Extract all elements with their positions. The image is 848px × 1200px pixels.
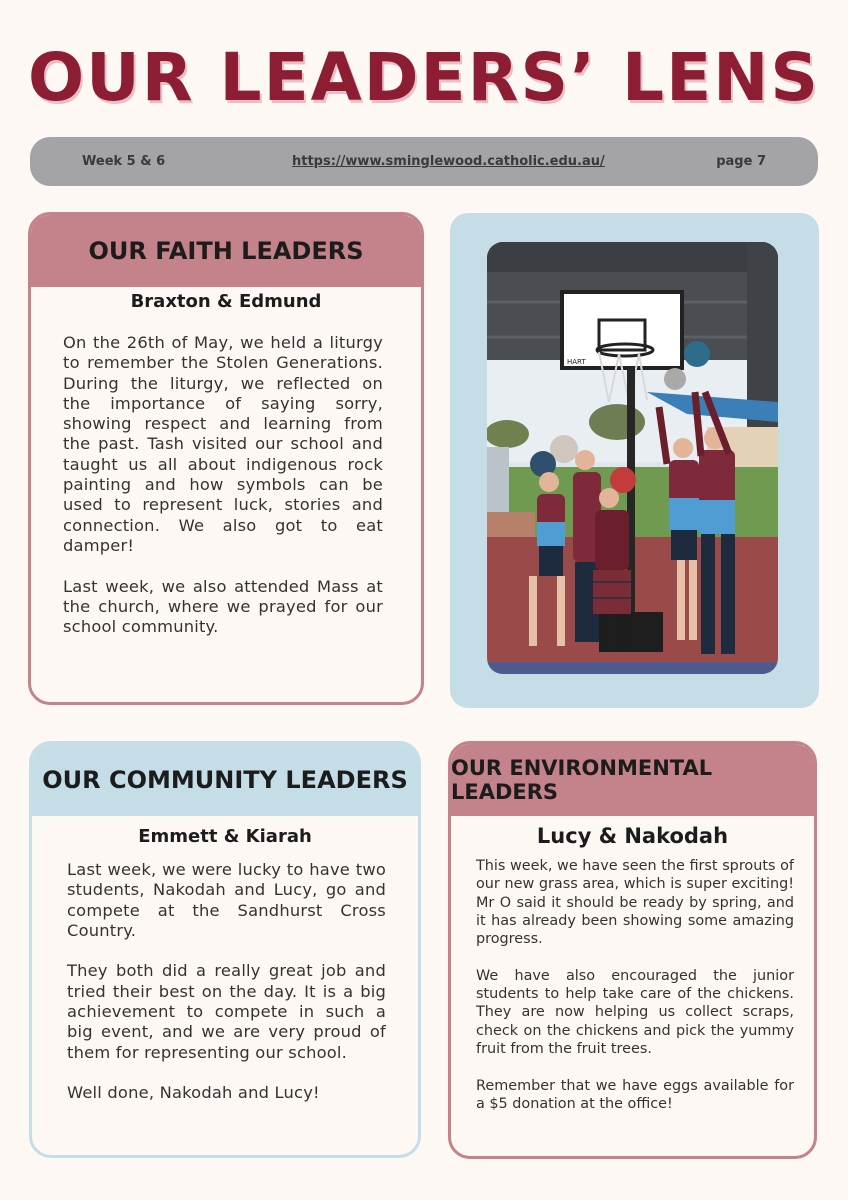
info-bar	[30, 137, 818, 186]
faith-leaders-text: On the 26th of May, we held a liturgy to remember the Stolen Generations. During the liturgy, we reflected on the importance of saying sorry, showing respect and learning from the past. Tash visited our school and taught us all about indigenous rock painting and how symbols can be used to represent luck, stories and connection. We also got to eat damper! Last week, we also attended Mass at the church, where we prayed for our school community.	[63, 333, 383, 637]
community-leaders-heading: OUR COMMUNITY LEADERS	[32, 744, 418, 816]
environmental-leaders-card	[448, 741, 817, 1159]
photo-panel	[450, 213, 819, 708]
environmental-leaders-authors: Lucy & Nakodah	[536, 824, 729, 848]
environmental-leaders-text: This week, we have seen the first sprouts of our new grass area, which is super exciting! Mr O said it should be ready by spring, and it has already been showing some amazing progress. We have also encouraged the junior students to help take care of the chickens. They are now helping us collect scraps, check on the chickens and pick the yummy fruit from the fruit trees. Remember that we have eggs available for a $5 donation at the office!	[476, 858, 794, 1112]
basketball-photo	[487, 242, 778, 674]
environmental-leaders-heading: OUR ENVIRONMENTAL LEADERS	[451, 744, 814, 816]
page-title: OUR LEADERS’ LENS	[28, 39, 820, 116]
backboard-brand: HART	[567, 358, 586, 366]
school-website-link[interactable]: https://www.sminglewood.catholic.edu.au/	[292, 154, 605, 169]
community-leaders-text: Last week, we were lucky to have two students, Nakodah and Lucy, go and compete at the Sandhurst Cross Country. They both did a really great job and tried their best on the day. It is a big achievement to compete in such a big event, and we are very proud of them for representing our school. Well done, Nakodah and Lucy!	[67, 860, 386, 1103]
community-leaders-card	[29, 741, 421, 1158]
week-label: Week 5 & 6	[82, 154, 166, 169]
faith-leaders-heading: OUR FAITH LEADERS	[31, 215, 421, 287]
faith-leaders-authors: Braxton & Edmund	[130, 291, 322, 312]
community-leaders-authors: Emmett & Kiarah	[138, 826, 312, 847]
basketball-photo-illustration	[487, 242, 778, 674]
page-number: page 7	[716, 154, 766, 169]
faith-leaders-card	[28, 212, 424, 705]
